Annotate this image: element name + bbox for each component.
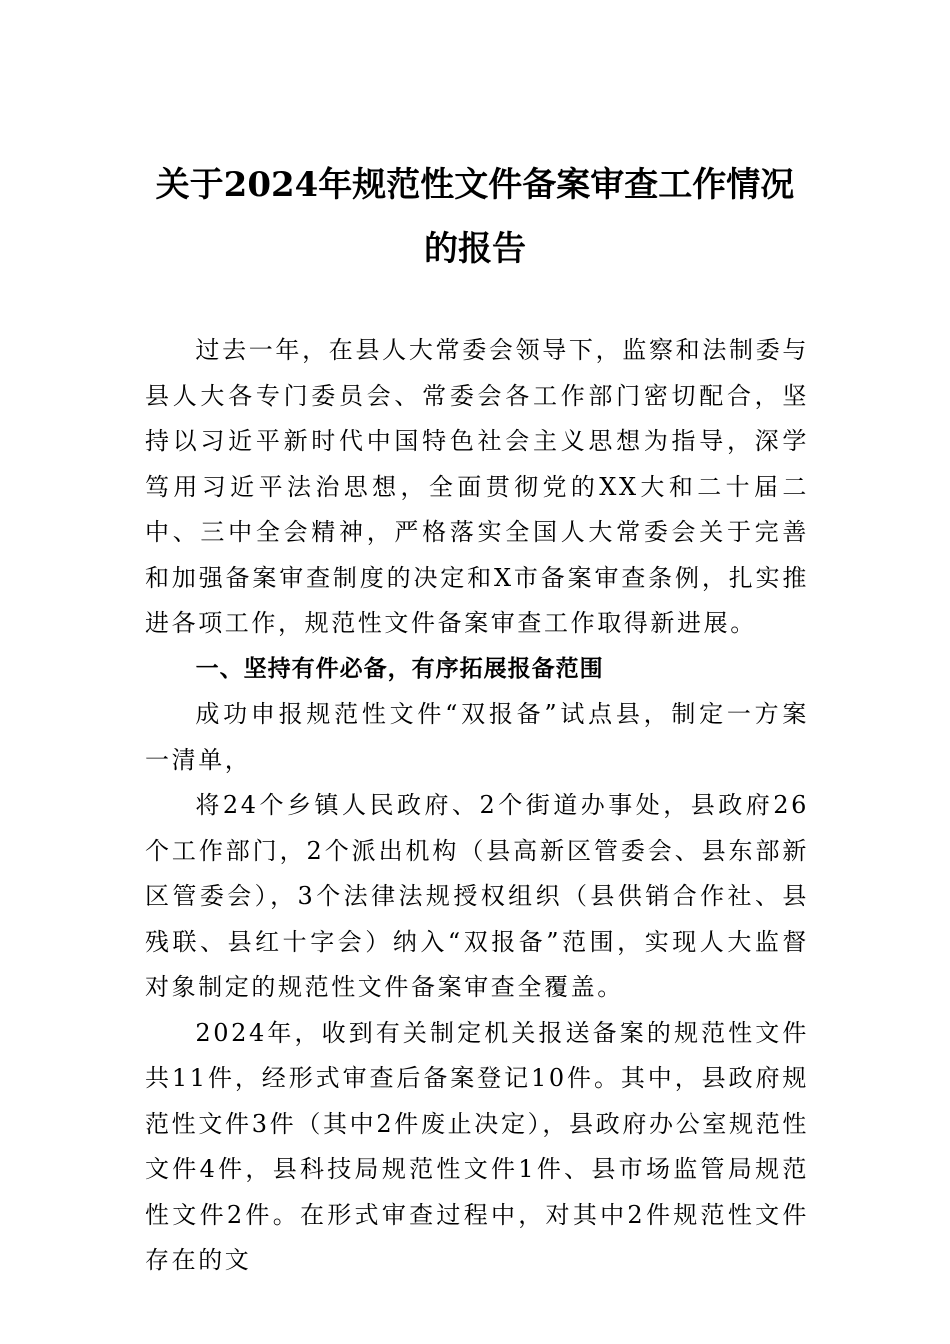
section-1-heading: 一、坚持有件必备，有序拓展报备范围 [195,655,604,682]
section-1-paragraph-1: 成功申报规范性文件“双报备”试点县，制定一方案一清单， [145,700,809,774]
section-1-paragraph-3: 2024年，收到有关制定机关报送备案的规范性文件共11件，经形式审查后备案登记10件。其中，县政府规范性文件3件（其中2件废止决定），县政府办公室规范性文件4件，县科技局规范性文件1件、县市场监管局规范性文件2件。在形式审查过程中，对其中2件规范性文件存在的文 [145,1018,809,1274]
intro-paragraph: 过去一年，在县人大常委会领导下，监察和法制委与县人大各专门委员会、常委会各工作部门密切配合，坚持以习近平新时代中国特色社会主义思想为指导，深学笃用习近平法治思想，全面贯彻党的XX大和二十届二中、三中全会精神，严格落实全国人大常委会关于完善和加强备案审查制度的决定和X市备案审查条例，扎实推进各项工作，规范性文件备案审查工作取得新进展。 [145,336,809,637]
document-title-line-1: 关于2024年规范性文件备案审查工作情况 [155,165,795,205]
document-title-line-2: 的报告 [424,229,526,269]
section-1-paragraph-2: 将24个乡镇人民政府、2个街道办事处，县政府26个工作部门，2个派出机构（县高新区管委会、县东部新区管委会），3个法律法规授权组织（县供销合作社、县残联、县红十字会）纳入“双报备”范围，实现人大监督对象制定的规范性文件备案审查全覆盖。 [145,791,809,1001]
document-body [145,328,809,1284]
